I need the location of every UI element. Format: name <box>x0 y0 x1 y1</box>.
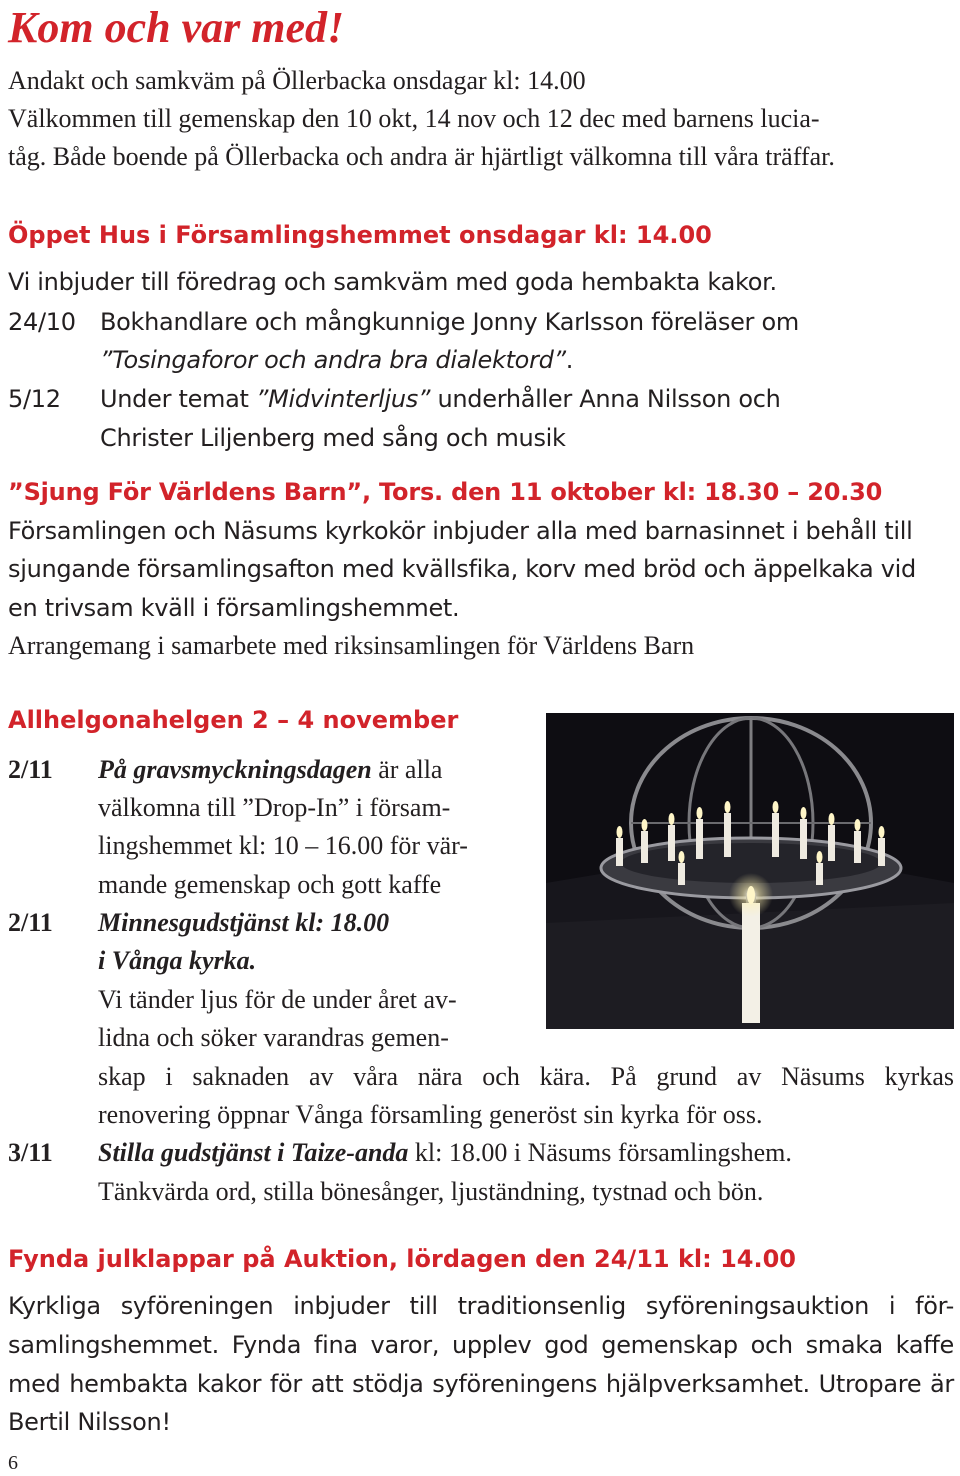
event-text: Bokhandlare och mångkunnige Jonny Karlsson föreläser om <box>100 308 799 336</box>
event-text: Tänkvärda ord, stilla bönesånger, ljuständning, tystnad och bön. <box>98 1177 764 1206</box>
event-text: Under temat ”Midvinterljus” underhåller Anna Nilsson och <box>100 385 781 413</box>
event-date: 2/11 <box>8 755 53 784</box>
auktion-line-2: samlingshemmet. Fynda fina varor, upplev god gemenskap och smaka kaffe <box>8 1331 954 1359</box>
sjung-line-1: Församlingen och Näsums kyrkokör inbjuder alla med barnasinnet i behåll till <box>8 517 913 545</box>
andakt-line-1: Andakt och samkväm på Öllerbacka onsdagar kl: 14.00 <box>8 66 586 95</box>
sjung-line-2: sjungande församlingsafton med kvällsfika, korv med bröd och äppelkaka vid <box>8 555 916 583</box>
event-text: På gravsmyckningsdagen är alla <box>98 755 443 784</box>
event-date: 3/11 <box>8 1138 53 1167</box>
event-text: lidna och söker varandras gemen- <box>98 1023 449 1052</box>
candelabra-photo <box>546 713 954 1029</box>
page-title: Kom och var med! <box>8 3 345 52</box>
oppet-hus-heading: Öppet Hus i Församlingshemmet onsdagar kl: 14.00 <box>8 221 712 249</box>
event-title: i Vånga kyrka. <box>98 946 257 975</box>
event-text: Stilla gudstjänst i Taize-anda kl: 18.00 i Näsums församlingshem. <box>98 1138 792 1167</box>
event-text: renovering öppnar Vånga församling generöst sin kyrka för oss. <box>98 1100 763 1129</box>
sjung-line-3: en trivsam kväll i församlingshemmet. <box>8 594 460 622</box>
allhelgona-heading: Allhelgonahelgen 2 – 4 november <box>8 706 459 734</box>
auktion-line-3: med hembakta kakor för att stödja syföreningens hjälpverksamhet. Utropare är <box>8 1370 954 1398</box>
event-text: lingshemmet kl: 10 – 16.00 för vär- <box>98 831 468 860</box>
event-text: Christer Liljenberg med sång och musik <box>100 424 566 452</box>
auktion-line-1: Kyrkliga syföreningen inbjuder till traditionsenlig syföreningsauktion i för- <box>8 1292 954 1320</box>
event-date: 5/12 <box>8 385 61 413</box>
page-number: 6 <box>8 1452 18 1474</box>
event-text: välkomna till ”Drop-In” i försam- <box>98 793 451 822</box>
andakt-line-2: Välkommen till gemenskap den 10 okt, 14 nov och 12 dec med barnens lucia- <box>8 104 820 133</box>
auktion-heading: Fynda julklappar på Auktion, lördagen den 24/11 kl: 14.00 <box>8 1245 797 1273</box>
event-text: Vi tänder ljus för de under året av- <box>98 985 457 1014</box>
event-text: mande gemenskap och gott kaffe <box>98 870 442 899</box>
sjung-line-4: Arrangemang i samarbete med riksinsamlingen för Världens Barn <box>8 631 695 660</box>
candelabra-illustration <box>546 713 954 1029</box>
oppet-hus-intro: Vi inbjuder till föredrag och samkväm med goda hembakta kakor. <box>8 268 777 296</box>
sjung-heading: ”Sjung För Världens Barn”, Tors. den 11 oktober kl: 18.30 – 20.30 <box>8 478 883 506</box>
event-text: skap i saknaden av våra nära och kära. På grund av Näsums kyrkas <box>98 1062 954 1091</box>
event-date: 24/10 <box>8 308 76 336</box>
event-date: 2/11 <box>8 908 53 937</box>
event-title: Minnesgudstjänst kl: 18.00 <box>98 908 390 937</box>
andakt-line-3: tåg. Både boende på Öllerbacka och andra är hjärtligt välkomna till våra träffar. <box>8 142 835 171</box>
event-text-italic: ”Tosingaforor och andra bra dialektord”. <box>100 346 574 374</box>
auktion-line-4: Bertil Nilsson! <box>8 1408 171 1436</box>
